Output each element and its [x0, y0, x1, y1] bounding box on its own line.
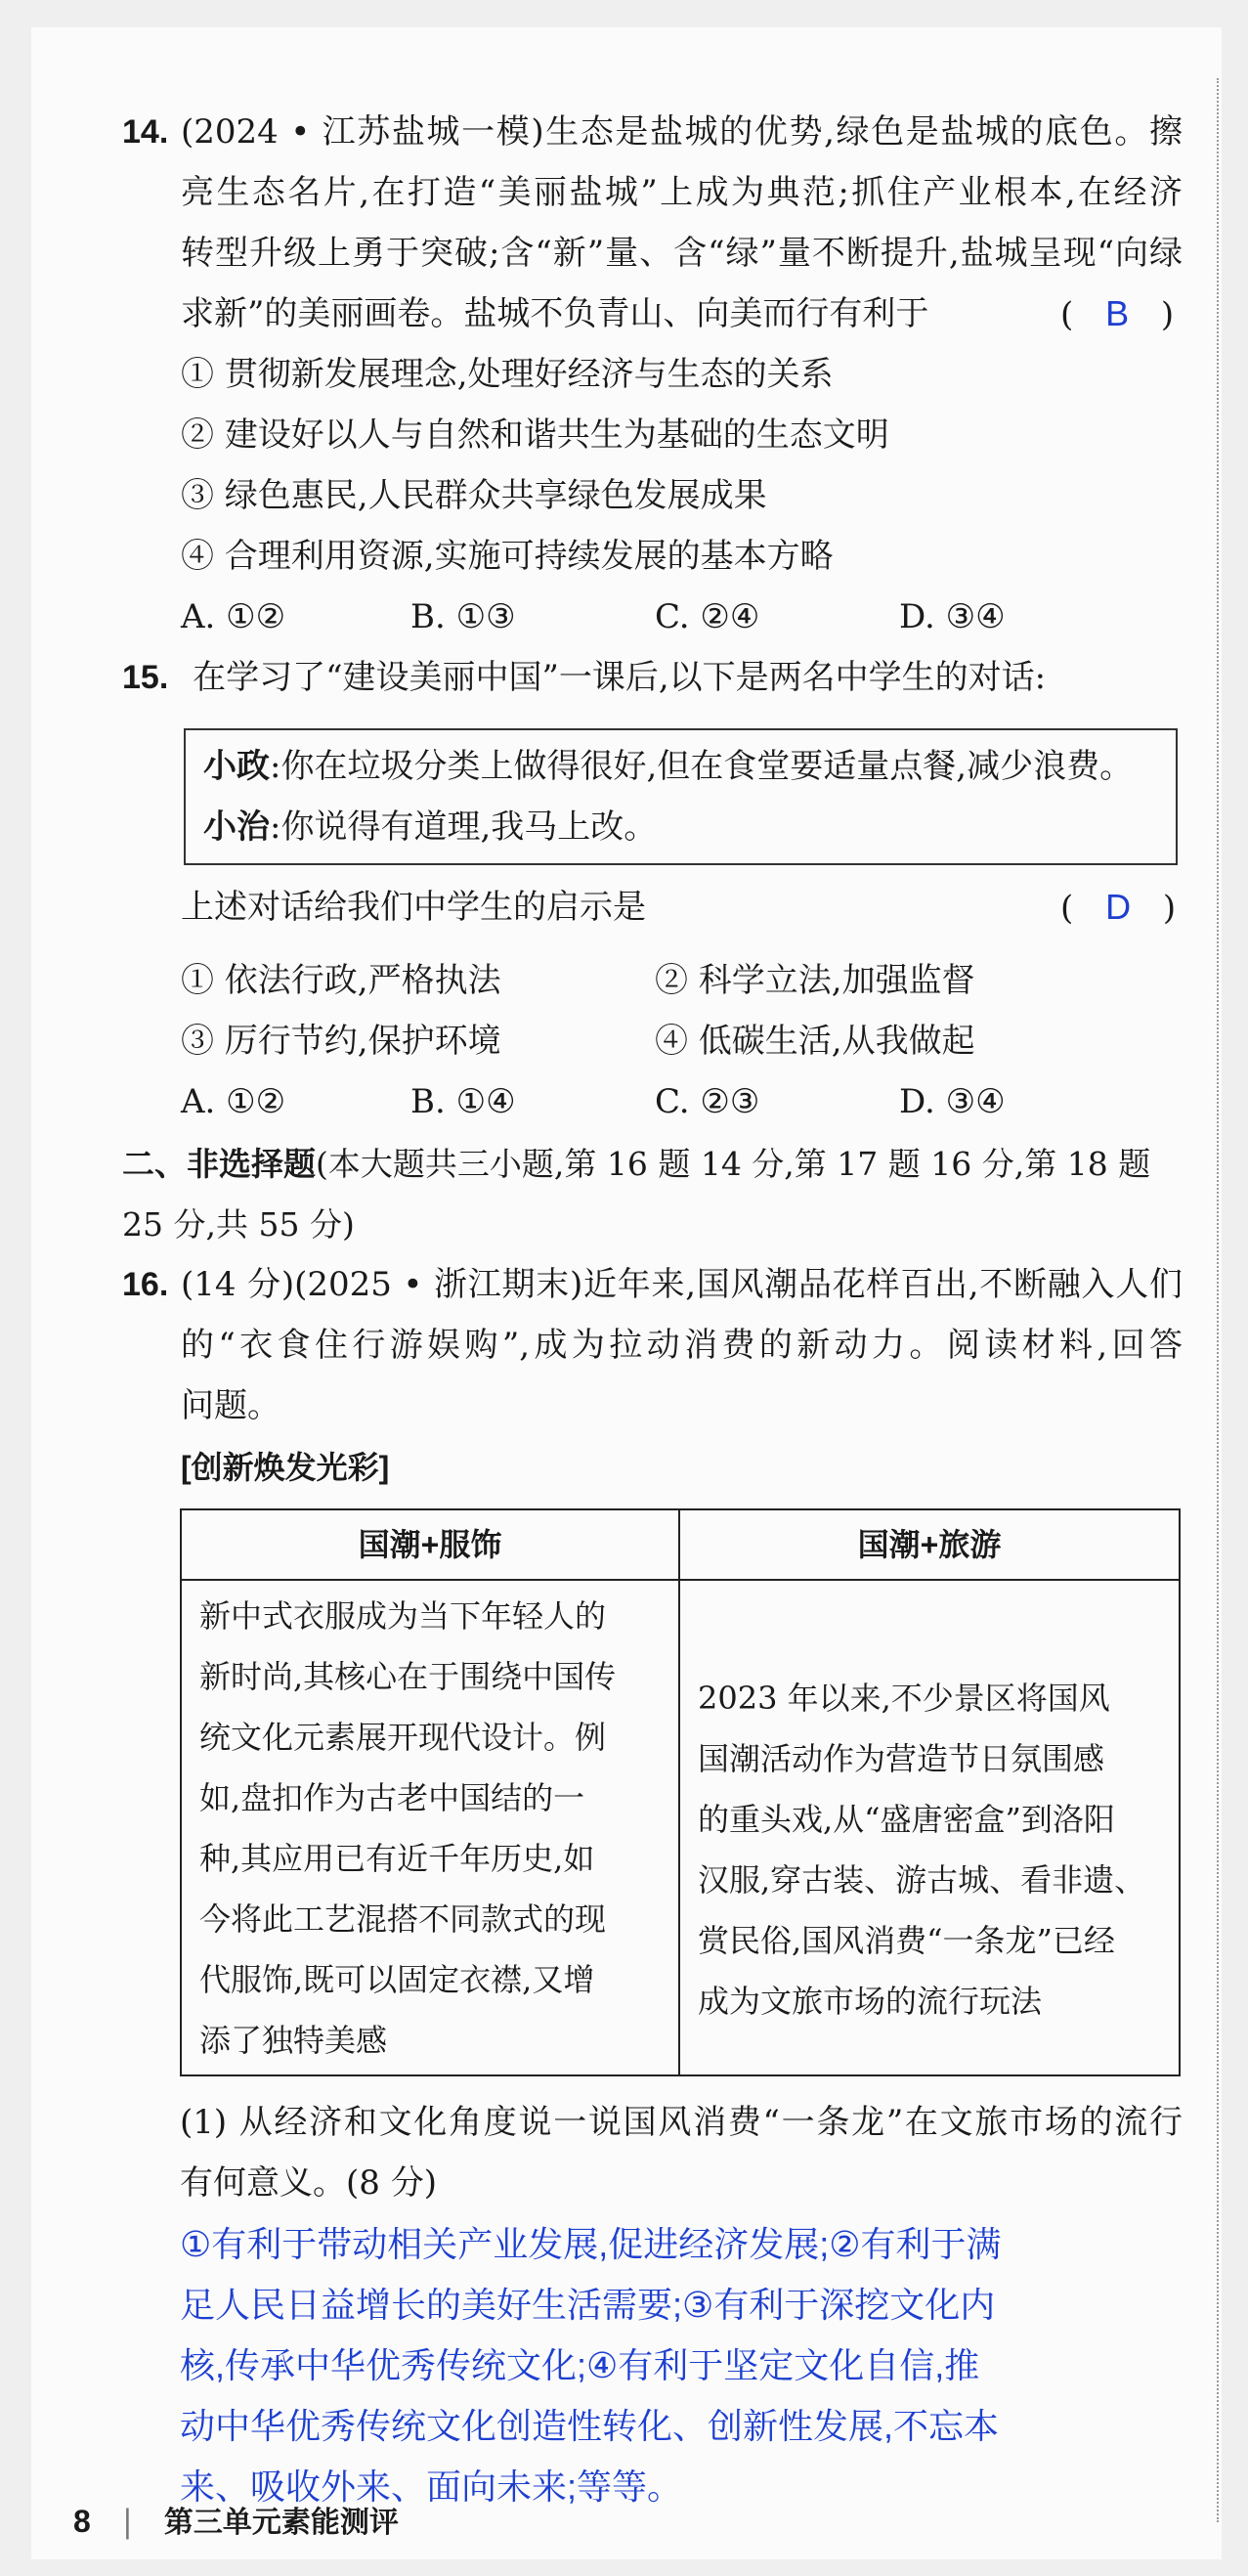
- question-stem: 在学习了“建设美丽中国”一课后,以下是两名中学生的对话:: [193, 658, 1047, 697]
- option-a: A. ①②: [181, 597, 286, 636]
- dialog-line: [203, 736, 1158, 797]
- answer-bracket-14: ( B ): [1060, 293, 1175, 334]
- page-number: 8: [73, 2504, 91, 2539]
- answer-letter: B: [1105, 293, 1130, 333]
- table-header: 国潮+服饰: [358, 1527, 502, 1562]
- unit-title: 第三单元素能测评: [163, 2507, 399, 2539]
- statement: ② 科学立法,加强监督: [655, 961, 975, 1000]
- answer-line: 动中华优秀传统文化创造性转化、创新性发展,不忘本: [180, 2406, 1000, 2446]
- section-desc: (本大题共三小题,第 16 题 14 分,第 17 题 16 分,第 18 题: [316, 1145, 1151, 1183]
- page-footer: [73, 2498, 399, 2540]
- question-number: 14.: [122, 113, 169, 151]
- table-cell-right: 2023 年以来,不少景区将国风 国潮活动作为营造节日氛围感 的重头戏,从“盛唐密盒”到洛阳 汉服,穿古装、游古城、看非遗、 赏民俗,国风消费“一条龙”已经 成为文旅市场的流行玩法: [698, 1680, 1146, 2020]
- statement: ④ 合理利用资源,实施可持续发展的基本方略: [181, 537, 834, 576]
- option-d: D. ③④: [899, 597, 1006, 636]
- dialog-text: :你在垃圾分类上做得很好,但在食堂要适量点餐,减少浪费。: [270, 747, 1134, 786]
- answer-letter: D: [1105, 887, 1132, 927]
- question-15-prompt: [181, 877, 1183, 938]
- stem-line: 亮生态名片,在打造“美丽盐城”上成为典范;抓住产业根本,在经济: [181, 173, 1183, 212]
- statement: ① 依法行政,严格执法: [181, 961, 501, 1000]
- dialog-line: [203, 797, 1158, 857]
- stem-line: 转型升级上勇于突破;含“新”量、含“绿”量不断提升,盐城呈现“向绿: [181, 234, 1183, 273]
- dialog-box: [184, 728, 1178, 865]
- handwritten-answer: [180, 2214, 1167, 2517]
- statement: ③ 厉行节约,保护环境: [181, 1022, 501, 1061]
- binding-dotted-line: [1217, 78, 1219, 2522]
- question-14-stem: [181, 102, 1183, 344]
- question-14-options: [181, 587, 1183, 647]
- question-14-statements: [181, 344, 1183, 587]
- stem-line: (14 分)(2025 • 浙江期末)近年来,国风潮品花样百出,不断融入人们: [181, 1265, 1183, 1304]
- sub-question-line: (1) 从经济和文化角度说一说国风消费“一条龙”在文旅市场的流行: [180, 2103, 1183, 2142]
- stem-line: (2024 • 江苏盐城一模)生态是盐城的优势,绿色是盐城的底色。擦: [181, 112, 1183, 152]
- table-cell-left: 新中式衣服成为当下年轻人的 新时尚,其核心在于围绕中国传 统文化元素展开现代设计。例 如,盘扣作为古老中国结的一 种,其应用已有近千年历史,如 今将此工艺混搭不同款式的现 代服饰,既可以固定衣襟,又增 添了独特美感: [199, 1597, 617, 2059]
- section-title: 二、非选择题: [122, 1146, 316, 1182]
- option-a: A. ①②: [181, 1082, 286, 1121]
- statement: ① 贯彻新发展理念,处理好经济与生态的关系: [181, 355, 834, 394]
- answer-line: 来、吸收外来、面向未来;等等。: [180, 2467, 683, 2507]
- answer-line: ①有利于带动相关产业发展,促进经济发展;②有利于满: [180, 2224, 1002, 2264]
- option-b: B. ①④: [410, 1082, 516, 1121]
- dialog-text: :你说得有道理,我马上改。: [270, 808, 658, 847]
- stem-line: 的“衣食住行游娱购”,成为拉动消费的新动力。阅读材料,回答: [181, 1326, 1183, 1365]
- table-header: 国潮+旅游: [857, 1527, 1002, 1562]
- question-number: 15.: [122, 659, 169, 696]
- statement: ② 建设好以人与自然和谐共生为基础的生态文明: [181, 415, 889, 455]
- question-prompt: 上述对话给我们中学生的启示是: [181, 888, 646, 927]
- speaker-name: 小政: [203, 748, 270, 785]
- statement: ③ 绿色惠民,人民群众共享绿色发展成果: [181, 476, 767, 515]
- sub-question-line: 有何意义。(8 分): [180, 2163, 437, 2203]
- sub-question-1: [180, 2092, 1183, 2213]
- stem-line: 问题。: [181, 1386, 280, 1425]
- option-b: B. ①③: [410, 597, 516, 636]
- answer-line: 核,传承中华优秀传统文化;④有利于坚定文化自信,推: [180, 2345, 980, 2385]
- question-15: [122, 647, 1183, 708]
- option-c: C. ②③: [655, 1082, 760, 1121]
- answer-line: 足人民日益增长的美好生活需要;③有利于深挖文化内: [180, 2285, 996, 2325]
- material-title: [创新焕发光彩]: [181, 1450, 390, 1485]
- option-d: D. ③④: [899, 1082, 1006, 1121]
- stem-line: 求新”的美丽画卷。盐城不负青山、向美而行有利于: [181, 294, 929, 333]
- option-c: C. ②④: [655, 597, 760, 636]
- material-table: [180, 1508, 1181, 2076]
- statement: ④ 低碳生活,从我做起: [655, 1022, 975, 1061]
- answer-bracket-15: ( D ): [1060, 887, 1177, 928]
- speaker-name: 小治: [203, 808, 270, 846]
- section-desc: 25 分,共 55 分): [122, 1205, 355, 1244]
- question-15-options: [181, 1071, 1183, 1132]
- question-16-stem: [181, 1254, 1183, 1436]
- footer-separator: |: [121, 2503, 133, 2540]
- question-15-statements: [181, 950, 1183, 1071]
- question-number: 16.: [122, 1266, 169, 1303]
- section-heading: [122, 1134, 1183, 1255]
